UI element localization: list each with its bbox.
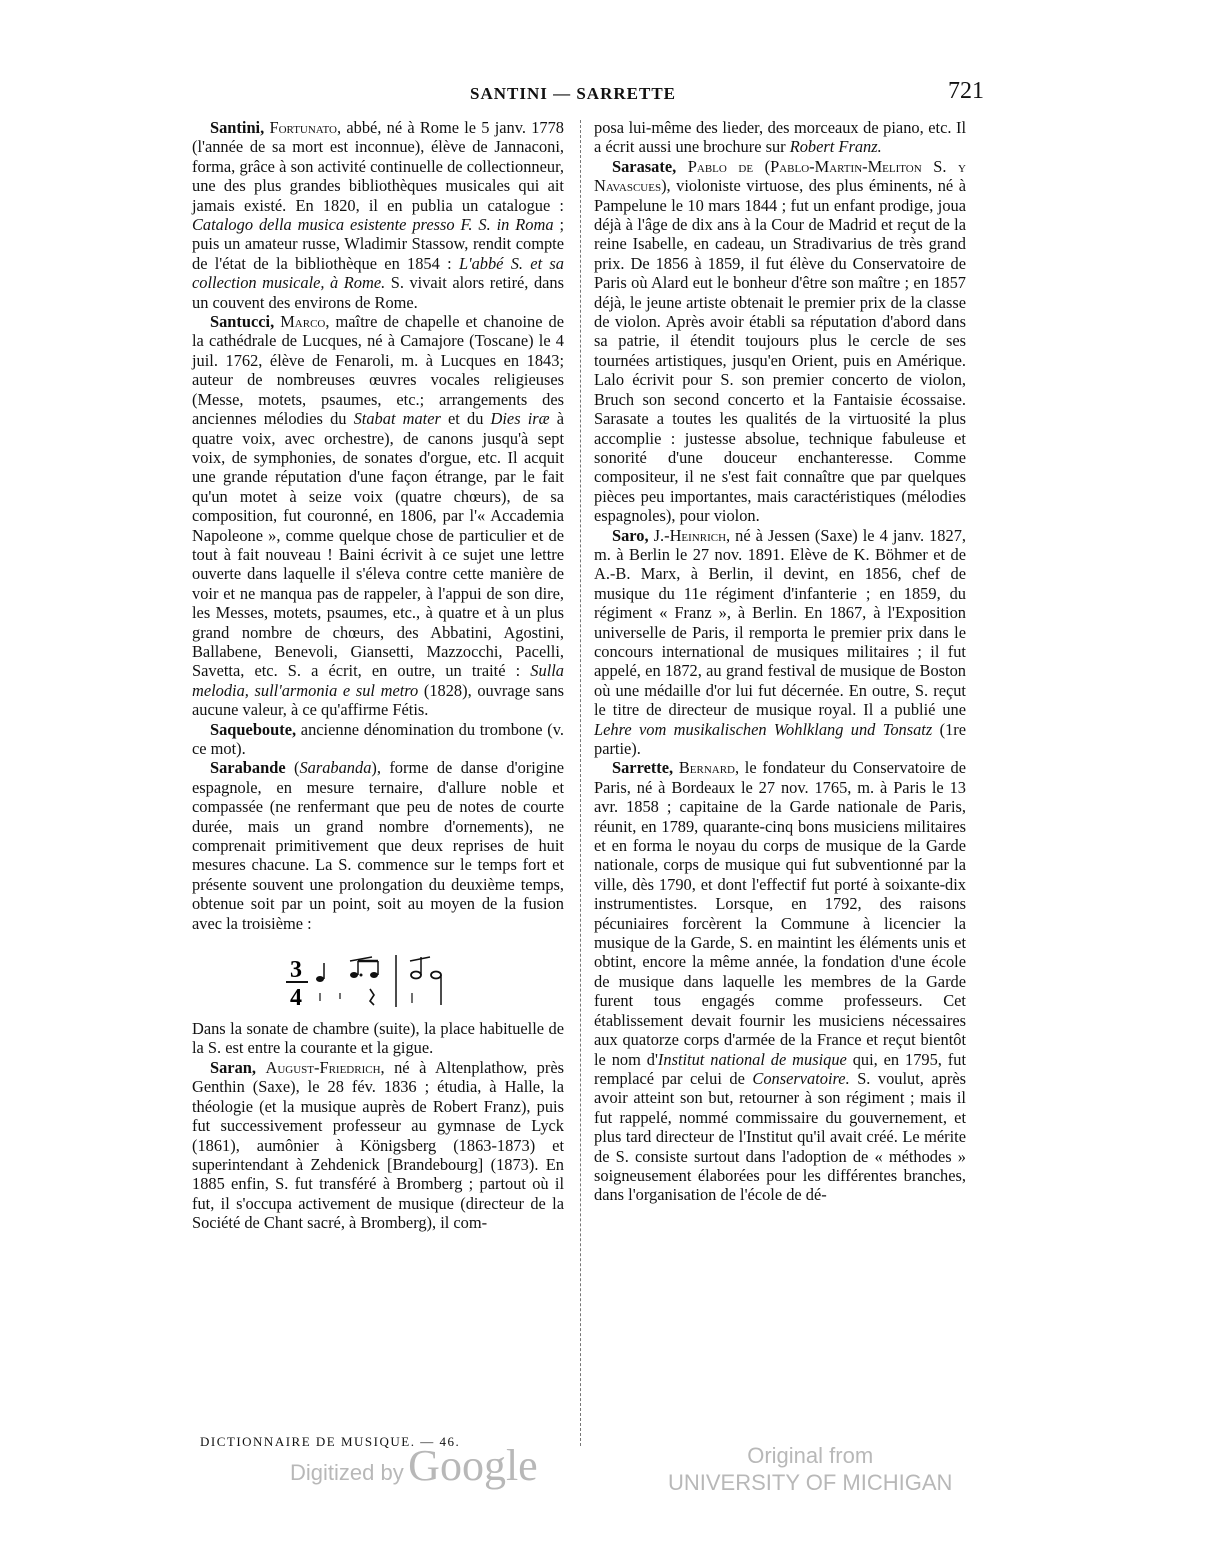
title-italic: Dies iræ [490, 409, 550, 429]
running-title: SANTINI — SARRETTE [470, 84, 676, 103]
entry-text: ( [285, 758, 300, 778]
university-text: UNIVERSITY OF MICHIGAN [668, 1470, 953, 1495]
entry-text: ancienne dénomination du trombone (v. ce mot). [192, 719, 564, 758]
entry-text: (1828), ouvrage sans aucune valeur, à ce qu'affirme Fétis. [192, 680, 564, 720]
entry-text: maître de chapelle et chanoine de la cathédrale de Lucques, né à Camajore (Toscane) le 4 juil. 1762, élève de Fenaroli, m. à Lucques en 1843; auteur de nombreuses œuvres vocales religieuses (Messe, motets, psaumes, etc.; arrangements des anciennes mélodies du [192, 312, 564, 429]
dot [360, 974, 363, 977]
given-name: Marco, [280, 312, 330, 332]
digitized-by-watermark [290, 1440, 538, 1491]
title-italic: Institut national de musique [657, 1049, 847, 1069]
column-divider [580, 120, 581, 1446]
given-name: Pablo de (Pablo-Martin-Meliton S. y Navascues), [594, 156, 966, 196]
note-head [316, 976, 324, 982]
entry-sarabande [192, 758, 564, 933]
title-italic: Robert Franz. [789, 137, 882, 157]
entry-text: à quatre voix, avec orchestre), de canons jusqu'à sept voix, de symphonies, de sonates d'orgue, etc. Il acquit une grande réputation d'une façon étrange, par le fait qu'un motet à seize voix (quatre chœurs), de sa composition, fut couronné, en 1806, par l'« Accademia Napoleone », comme quelque chose de particulier et de tout à fait nouveau ! Baini écrivit à ce sujet une lettre ouverte dans laquelle il s'éleva contre cette manière de voir et ne manqua pas de rappeler, à l'appui de son dire, les Messes, motets, psaumes, etc., à quatre et à un plus grand nombre de chœurs, des Abbatini, Agostini, Ballabene, Benevoli, Giansetti, Mazzocchi, Pacelli, Savetta, etc. S. a écrit, en outre, un traité : [192, 409, 565, 681]
entry-text: violoniste virtuose, des plus éminents, né à Pampelune le 10 mars 1844 ; fut un enfant prodige, joua déjà à l'âge de dix ans à la Cour de Madrid et reçut de la reine Isabelle, en cadeau, un Stradivarius de très grand prix. De 1856 à 1859, il fut élève du Conservatoire de Paris où Alard eut le bonheur d'être son maître ; en 1857 déjà, le jeune artiste obtenait le premier prix de la classe de violon. Après avoir établi sa réputation d'abord dans sa patrie, il étendit toujours plus le cercle de ses tournées artistiques, jusqu'en Orient, puis en Amérique. Lalo écrivit pour S. son premier concerto de violon, Bruch son second concerto et la Fantaisie écossaise. Sarasate a toutes les qualités de la virtuosité la plus accomplie : justesse absolue, technique fabuleuse et sonorité d'une douceur enchanteresse. Comme compositeur, il ne s'est fait connaître que par quelques pièces peu importantes, mais caractéristiques (mélodies espagnoles), pour violon. [594, 176, 966, 526]
entry-saqueboute [192, 720, 564, 759]
entry-saro [594, 526, 966, 759]
headword: Saran, [210, 1057, 256, 1077]
entry-saran-cont [594, 118, 966, 157]
headword: Sarabande [210, 758, 286, 778]
title-italic: Sarabanda [299, 758, 372, 778]
title-italic: Sulla melodia, sull'armonia e sul metro [192, 661, 564, 700]
given-name: Fortunato, [269, 118, 342, 137]
entry-text: né à Jessen (Saxe) le 4 janv. 1827, m. à Berlin le 27 nov. 1891. Elève de K. Böhmer et de A.-B. Marx, à Berlin, il devint, en 1856, chef de musique du 11e régiment d'infanterie ; en 1859, du régiment « Franz », à Berlin. En 1867, à l'Exposition universelle de Paris, il remporta le premier prix dans le concours international de musiques militaires ; il fut appelé, en 1872, au grand festival de musique de Boston où une médaille d'or lui fut décernée. En outre, S. reçut le titre de directeur de musique royal. Il a publié une [594, 525, 966, 720]
headword: Sarrette, [612, 758, 674, 778]
google-logo-text: Google [408, 1441, 538, 1490]
entry-text: posa lui-même des lieder, des morceaux de piano, etc. Il a écrit aussi une brochure sur [594, 118, 966, 157]
rest [370, 989, 374, 1005]
title-italic: Stabat mater [353, 409, 441, 429]
accent-mark [410, 957, 430, 961]
time-signature-top: 3 [290, 957, 302, 984]
entry-santucci [192, 312, 564, 720]
title-italic: Lehre vom musikalischen Wohlklang und Tonsatz [594, 719, 933, 739]
title-italic: Catalogo della musica esistente presso F. S. in Roma [192, 215, 554, 235]
left-column [192, 118, 564, 1233]
title-italic: L'abbé S. et sa collection musicale, à Rome. [192, 253, 564, 293]
half-note-head [431, 972, 441, 979]
signature-mark: DICTIONNAIRE DE MUSIQUE. — 46. [200, 1434, 461, 1449]
headword: Saqueboute, [210, 719, 297, 739]
given-name: J.-Heinrich, [653, 525, 731, 545]
entry-text: et du [440, 409, 491, 429]
original-from-text: Original from [747, 1443, 874, 1468]
entry-text: S. voulut, après avoir atteint son but, retourner à son régiment ; mais il fut rappelé, nommé commissaire du gouvernement, et plus tard directeur de l'Institut qu'il avait créé. Le mérite de S. consiste surtout dans l'adoption de « méthodes » soigneusement élaborées pour les différentes branches, dans l'organisation de l'école de dé- [594, 1068, 967, 1205]
entry-santini [192, 118, 564, 312]
headword: Saro, [612, 525, 649, 545]
sarabande-rhythm-notation [284, 949, 474, 1011]
original-from-watermark [668, 1442, 952, 1496]
entry-text: né à Altenplathow, près Genthin (Saxe), le 28 fév. 1836 ; étudia, à Halle, la théologie (et la musique auprès de Robert Franz), puis fut successivement professeur au gymnase de Lyck (1861), aumônier à Königsberg (1863-1873) et superintendant à Zehdenick [Brandebourg] (1873). En 1885 enfin, S. fut transféré à Bromberg ; partout où il fut, il s'occupa activement de musique (directeur de la Société de Chant sacré, à Bromberg), il com- [192, 1057, 564, 1233]
entry-text: S. vivait alors retiré, dans un couvent des environs de Rome. [192, 273, 564, 312]
entry-text: (1re partie). [594, 719, 967, 758]
given-name: Bernard, [678, 758, 740, 778]
entry-text: ), forme de danse d'origine espagnole, en mesure ternaire, d'allure noble et compassée (ne renfermant que peu de notes de courte durée, mais un grand nombre d'ornements), ne comprenait primitivement que deux reprises de huit mesures chacune. La S. commence sur le temps fort et présente souvent une prolongation du deuxième temps, obtenue soit par un point, soit au moyen de la fusion avec la troisième : [192, 758, 564, 933]
entry-text: qui, en 1795, fut remplacé par celui de [594, 1049, 967, 1088]
music-example [284, 949, 564, 1011]
note-head [350, 972, 358, 978]
page-number: 721 [948, 78, 984, 104]
headword: Santucci, [210, 312, 275, 332]
entry-sarasate [594, 157, 966, 526]
time-signature-bottom: 4 [290, 985, 302, 1012]
entry-sarabande-cont: Dans la sonate de chambre (suite), la place habituelle de la S. est entre la courante et la gigue. [192, 1019, 564, 1058]
title-italic: Conservatoire. [752, 1068, 850, 1088]
half-note-head [411, 972, 421, 979]
digitized-by-text: Digitized by [290, 1460, 404, 1485]
entry-saran [192, 1058, 564, 1233]
right-column [594, 118, 966, 1205]
entry-text: ; puis un amateur russe, Wladimir Stassow, rendit compte de l'état de la bibliothèque en 1854 : [192, 215, 564, 273]
entry-text: le fondateur du Conservatoire de Paris, né à Bordeaux le 27 nov. 1765, m. à Paris le 13 avr. 1858 ; capitaine de la Garde nationale de Paris, réunit, en 1789, quarante-cinq bons musiciens militaires et en forma le noyau du corps de musique de la Garde nationale, corps de musique qui fut subventionné par la ville, dès 1790, et dont l'effectif fut porté à soixante-dix instrumentistes. Lorsque, en 1792, des raisons pécuniaires forcèrent la Commune à licencier la musique de la Garde, S. en maintint les éléments unis et obtint, encore la même année, la fondation d'une école de musique dans laquelle les membres de la Garde furent tous engagés comme professeurs. Cet établissement devait fournir les musiciens nécessaires aux quatorze corps d'armée de la France et reçut bientôt le nom d' [594, 758, 966, 1069]
entry-sarrette [594, 758, 966, 1204]
given-name: August-Friedrich, [265, 1057, 385, 1077]
headword: Santini, [210, 118, 265, 137]
running-header [0, 78, 1207, 114]
note-head [370, 972, 378, 978]
headword: Sarasate, [612, 156, 677, 176]
entry-text: abbé, né à Rome le 5 janv. 1778 (l'année de sa mort est inconnue), élève de Jannaconi, forma, grâce à son activité continuelle de collectionneur, une des plus grandes bibliothèques musicales qui ait jamais existé. En 1820, il en publia un catalogue : [192, 118, 564, 215]
